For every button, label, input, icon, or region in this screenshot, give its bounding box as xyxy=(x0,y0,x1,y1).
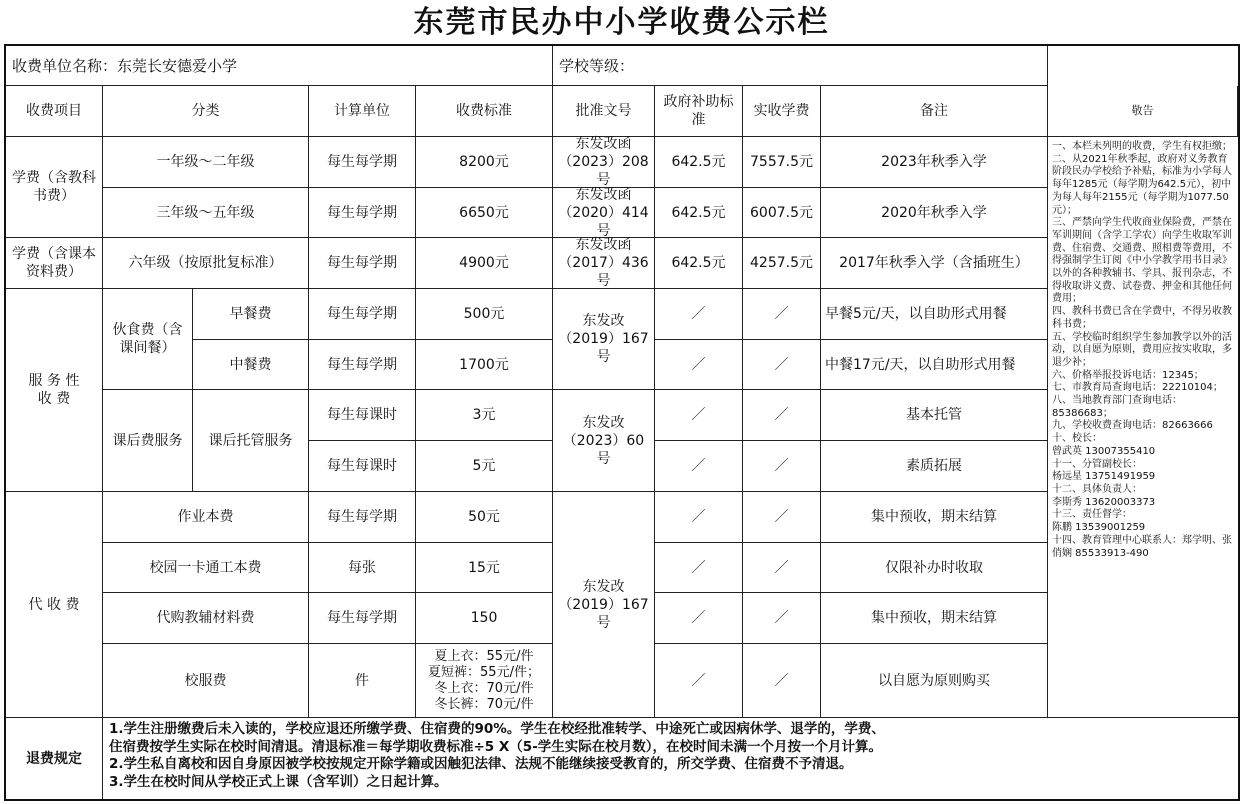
actual-cell: ／ xyxy=(743,289,821,340)
uniform-price-line: 冬上衣：70元/件 xyxy=(434,680,534,696)
subsidy-cell: 642.5元 xyxy=(655,238,743,289)
uniform-price-line: 夏短裤：55元/件； xyxy=(428,664,540,680)
fee-table xyxy=(4,44,1240,801)
agency-item: 代 收 费 xyxy=(6,492,103,718)
grade-3-5: 三年级～五年级 xyxy=(103,188,309,238)
notice-line: 一、本栏未列明的收费，学生有权拒缴； xyxy=(1052,141,1232,152)
header-remark: 备注 xyxy=(821,86,1048,137)
actual-cell: ／ xyxy=(743,390,821,441)
meal-group: 伙食费（含课间餐） xyxy=(103,289,193,390)
standard-cell: 3元 xyxy=(416,390,553,441)
unit-cell: 每生每学期 xyxy=(309,340,416,390)
uniform-price-line: 冬长裤：70元/件 xyxy=(434,696,534,712)
subsidy-cell: ／ xyxy=(655,441,743,492)
notice-line: 李斯秀 13620003373 xyxy=(1052,496,1156,508)
remark-cell: 集中预收，期末结算 xyxy=(821,593,1048,644)
notice-line: 九、学校收费查询电话：82663666 xyxy=(1052,420,1213,432)
subsidy-cell: 642.5元 xyxy=(655,137,743,188)
header-actual: 实收学费 xyxy=(743,86,821,137)
remark-cell: 基本托管 xyxy=(821,390,1048,441)
subsidy-cell: ／ xyxy=(655,289,743,340)
notice-line: 十三、责任督学： xyxy=(1052,509,1132,521)
notice-line: 曾武英 13007355410 xyxy=(1052,445,1156,457)
approval-cell: 东发改函（2020）414号 xyxy=(553,188,655,238)
approval-cell: 东发改函（2023）208号 xyxy=(553,137,655,188)
service-item: 服 务 性 收 费 xyxy=(6,289,103,492)
refund-line: 3.学生在校时间从学校正式上课（含军训）之日起计算。 xyxy=(109,773,448,790)
subsidy-cell: ／ xyxy=(655,340,743,390)
actual-cell: 7557.5元 xyxy=(743,137,821,188)
meal-approval: 东发改（2019）167号 xyxy=(553,289,655,390)
tuition2-item: 学费（含课本资料费） xyxy=(6,238,103,289)
remark-cell: 集中预收，期末结算 xyxy=(821,492,1048,543)
notice-line: 六、价格举报投诉电话：12345； xyxy=(1052,369,1204,381)
actual-cell: ／ xyxy=(743,441,821,492)
notice-line: 陈鹏 13539001259 xyxy=(1052,522,1146,534)
header-standard: 收费标准 xyxy=(416,86,553,137)
notice-line: 三、严禁向学生代收商业保险费，严禁在军训期间（含学工学农）向学生收取军训费、住宿费、交通费、照相费等费用，不得强制学生订阅《中小学教学用书目录》以外的各种教辅书、学具、报刊杂志，不得收取讲义费、试卷费、押金和其他任何费用； xyxy=(1052,217,1232,305)
header-notice: 敬告 xyxy=(1048,86,1238,137)
notice-line: 十一、分管副校长： xyxy=(1052,458,1142,470)
unit-cell: 每生每学期 xyxy=(309,492,416,543)
remark-cell: 素质拓展 xyxy=(821,441,1048,492)
remark-cell: 中餐17元/天，以自助形式用餐 xyxy=(821,340,1048,390)
actual-cell: ／ xyxy=(743,644,821,718)
campus-card-fee: 校园一卡通工本费 xyxy=(103,543,309,593)
refund-line: 住宿费按学生实际在校时间清退。清退标准＝每学期收费标准÷5 X（5-学生实际在校月数），在校时间未满一个月按一个月计算。 xyxy=(109,738,883,755)
notice-line: 八、当地教育部门查询电话：85386683； xyxy=(1052,395,1182,419)
standard-cell: 15元 xyxy=(416,543,553,593)
unit-cell: 每生每学期 xyxy=(309,137,416,188)
unit-cell: 每生每学期 xyxy=(309,188,416,238)
approval-cell: 东发改函（2017）436号 xyxy=(553,238,655,289)
refund-line: 1.学生注册缴费后未入读的，学校应退还所缴学费、住宿费的90%。学生在校经批准转学、中途死亡或因病休学、退学的，学费、 xyxy=(109,721,885,737)
refund-line: 2.学生私自离校和因自身原因被学校按规定开除学籍或因触犯法律、法规不能继续接受教育的，所交学费、住宿费不予清退。 xyxy=(109,756,853,772)
header-approval: 批准文号 xyxy=(553,86,655,137)
unit-cell: 每张 xyxy=(309,543,416,593)
unit-cell: 每生每课时 xyxy=(309,441,416,492)
notice-line: 十、校长： xyxy=(1052,433,1102,445)
school-level: 学校等级： xyxy=(553,46,1048,86)
notice-line: 杨远星 13751491959 xyxy=(1052,471,1156,483)
actual-cell: ／ xyxy=(743,340,821,390)
notice-line: 七、市教育局查询电话：22210104； xyxy=(1052,382,1223,394)
remark-cell: 早餐5元/天，以自助形式用餐 xyxy=(821,289,1048,340)
notice-line: 十二、具体负责人： xyxy=(1052,483,1142,495)
header-category: 分类 xyxy=(103,86,309,137)
grade-1-2: 一年级～二年级 xyxy=(103,137,309,188)
remark-cell: 2023年秋季入学 xyxy=(821,137,1048,188)
uniform-price-list xyxy=(416,644,553,718)
remark-cell: 2017年秋季入学（含插班生） xyxy=(821,238,1048,289)
remark-cell: 2020年秋季入学 xyxy=(821,188,1048,238)
subsidy-cell: ／ xyxy=(655,543,743,593)
unit-cell: 每生每课时 xyxy=(309,390,416,441)
remark-cell: 以自愿为原则购买 xyxy=(821,644,1048,718)
header-subsidy: 政府补助标准 xyxy=(655,86,743,137)
subsidy-cell: 642.5元 xyxy=(655,188,743,238)
actual-cell: 6007.5元 xyxy=(743,188,821,238)
after-school-care: 课后托管服务 xyxy=(193,390,309,492)
actual-cell: 4257.5元 xyxy=(743,238,821,289)
grade-6: 六年级（按原批复标准） xyxy=(103,238,309,289)
unit-cell: 每生每学期 xyxy=(309,238,416,289)
refund-label: 退费规定 xyxy=(6,718,103,799)
actual-cell: ／ xyxy=(743,593,821,644)
notice-panel xyxy=(1048,137,1238,718)
standard-cell: 5元 xyxy=(416,441,553,492)
teaching-material-fee: 代购教辅材料费 xyxy=(103,593,309,644)
subsidy-cell: ／ xyxy=(655,390,743,441)
tuition-item: 学费（含教科书费） xyxy=(6,137,103,238)
actual-cell: ／ xyxy=(743,543,821,593)
notice-line: 二、从2021年秋季起，政府对义务教育阶段民办学校给予补贴，标准为小学每人每年1285元（每学期为642.5元），初中为每人每年2155元（每学期为1077.50元）； xyxy=(1052,153,1232,216)
standard-cell: 50元 xyxy=(416,492,553,543)
breakfast-fee: 早餐费 xyxy=(193,289,309,340)
page-title: 东莞市民办中小学收费公示栏 xyxy=(413,5,830,40)
header-unit: 计算单位 xyxy=(309,86,416,137)
unit-cell: 每生每学期 xyxy=(309,289,416,340)
standard-cell: 8200元 xyxy=(416,137,553,188)
header-item: 收费项目 xyxy=(6,86,103,137)
subsidy-cell: ／ xyxy=(655,644,743,718)
subsidy-cell: ／ xyxy=(655,492,743,543)
after-school-group: 课后费服务 xyxy=(103,390,193,492)
notice-line: 五、学校临时组织学生参加教学以外的活动，以自愿为原则，费用应按实收取，多退少补； xyxy=(1052,331,1232,368)
standard-cell: 1700元 xyxy=(416,340,553,390)
school-name: 收费单位名称：东莞长安德爱小学 xyxy=(6,46,553,86)
subsidy-cell: ／ xyxy=(655,593,743,644)
standard-cell: 4900元 xyxy=(416,238,553,289)
remark-cell: 仅限补办时收取 xyxy=(821,543,1048,593)
lunch-fee: 中餐费 xyxy=(193,340,309,390)
uniform-fee: 校服费 xyxy=(103,644,309,718)
after-approval: 东发改（2023）60号 xyxy=(553,390,655,492)
uniform-price-line: 夏上衣：55元/件 xyxy=(434,648,534,664)
standard-cell: 6650元 xyxy=(416,188,553,238)
workbook-fee: 作业本费 xyxy=(103,492,309,543)
refund-rules xyxy=(103,718,1238,799)
unit-cell: 每生每学期 xyxy=(309,593,416,644)
notice-line: 十四、教育管理中心联系人：郑学明、张俏娴 85533913-490 xyxy=(1052,534,1232,559)
unit-cell: 件 xyxy=(309,644,416,718)
actual-cell: ／ xyxy=(743,492,821,543)
agency-approval: 东发改（2019）167号 xyxy=(553,492,655,718)
notice-line: 四、教科书费已含在学费中，不得另收教科书费； xyxy=(1052,306,1232,330)
standard-cell: 500元 xyxy=(416,289,553,340)
standard-cell: 150 xyxy=(416,593,553,644)
